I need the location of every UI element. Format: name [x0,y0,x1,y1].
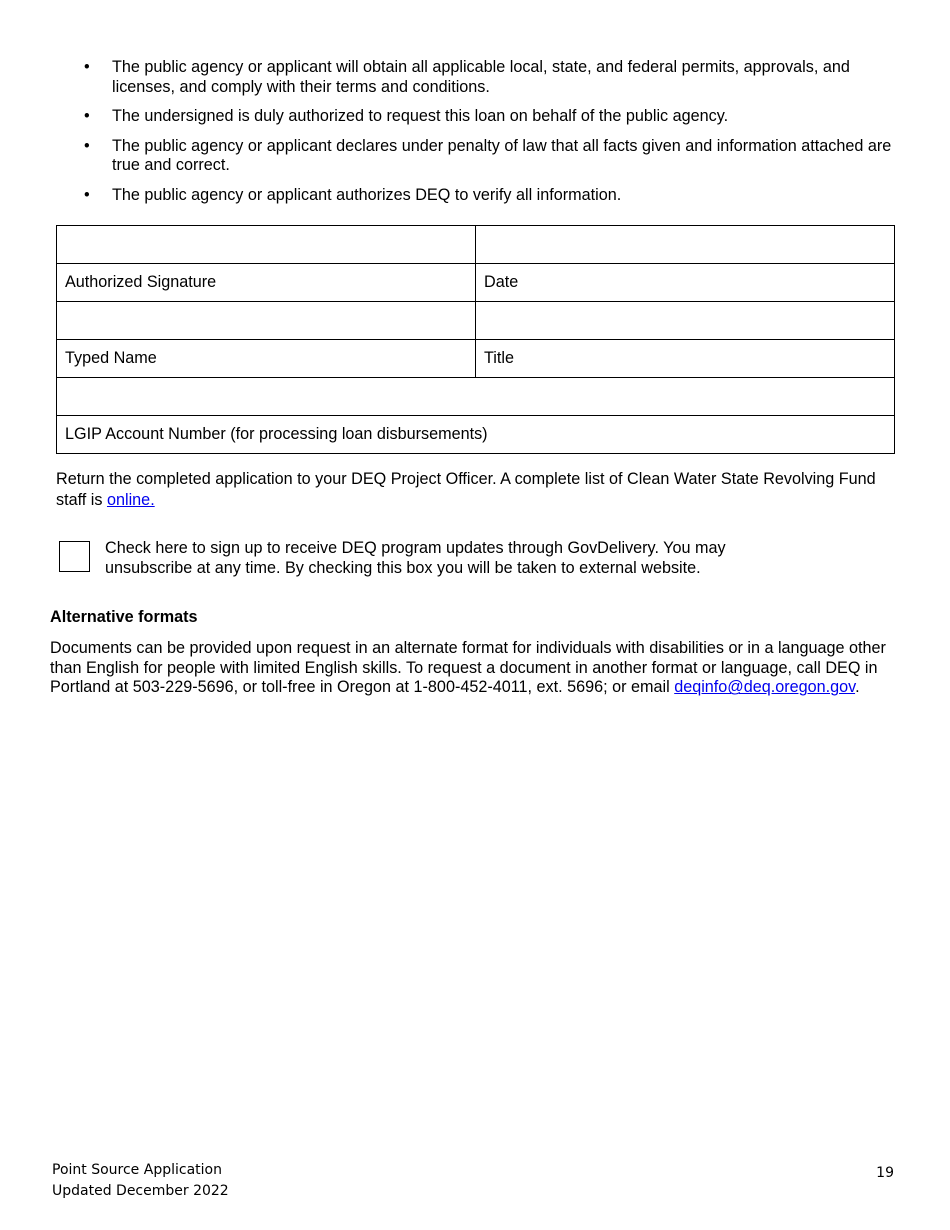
typed-name-field[interactable] [57,302,476,340]
bullet-glyph: • [84,185,90,204]
page-footer [52,1160,229,1201]
bullet-glyph: • [84,107,90,125]
lgip-input-row [57,378,895,416]
alternative-formats-text: Documents can be provided upon request in an alternate format for individuals with disabilities or in a language other than English for people with limited English skills. To request a document in another format or language, call DEQ in Portland at 503-229-5696, or toll-free in Oregon at 1-800-452-4011, ext. 5696; or email [50,639,886,697]
signature-table [56,225,895,454]
bullet-item-declaration [84,137,896,176]
return-instructions-text: Return the completed application to your DEQ Project Officer. A complete list of Clean Water State Revolving Fund staff is [56,470,876,509]
name-input-row [57,302,895,340]
footer-document-name: Point Source Application [52,1162,222,1178]
bullet-item-verify [84,186,896,206]
alternative-formats-body [50,639,900,698]
authorized-signature-label: Authorized Signature [57,264,476,302]
signature-input-row [57,226,895,264]
bullet-item-permits [84,58,896,97]
signature-label-row [57,264,895,302]
typed-name-label: Typed Name [57,340,476,378]
alternative-formats-heading: Alternative formats [50,608,198,626]
bullet-glyph: • [84,58,90,76]
bullet-text: The public agency or applicant authorizes DEQ to verify all information. [112,185,622,204]
bullet-glyph: • [84,136,90,155]
lgip-account-label: LGIP Account Number (for processing loan disbursements) [57,416,895,454]
deqinfo-email-link[interactable]: deqinfo@deq.oregon.gov [674,678,856,697]
bullet-text: The public agency or applicant declares under penalty of law that all facts given and information attached are true and correct. [112,136,892,174]
bullet-item-authorized [84,107,896,127]
authorized-signature-field[interactable] [57,226,476,264]
alternative-formats-trailing: . [855,678,860,697]
lgip-label-row [57,416,895,454]
date-field[interactable] [476,226,895,264]
title-field[interactable] [476,302,895,340]
certification-bullet-list [84,58,896,215]
lgip-account-field[interactable] [57,378,895,416]
return-instructions [56,469,896,511]
name-label-row [57,340,895,378]
govdelivery-signup-checkbox[interactable] [59,541,90,572]
title-label: Title [476,340,895,378]
date-label: Date [476,264,895,302]
govdelivery-signup-label: Check here to sign up to receive DEQ program updates through GovDelivery. You may unsubscribe at any time. By checking this box you will be taken to external website. [105,539,726,577]
bullet-text: The public agency or applicant will obtain all applicable local, state, and federal permits, approvals, and licenses, and comply with their terms and conditions. [112,58,850,96]
footer-updated-date: Updated December 2022 [52,1182,229,1199]
bullet-text: The undersigned is duly authorized to request this loan on behalf of the public agency. [112,107,729,125]
staff-list-online-link[interactable]: online. [106,491,155,509]
page-number: 19 [876,1165,894,1181]
